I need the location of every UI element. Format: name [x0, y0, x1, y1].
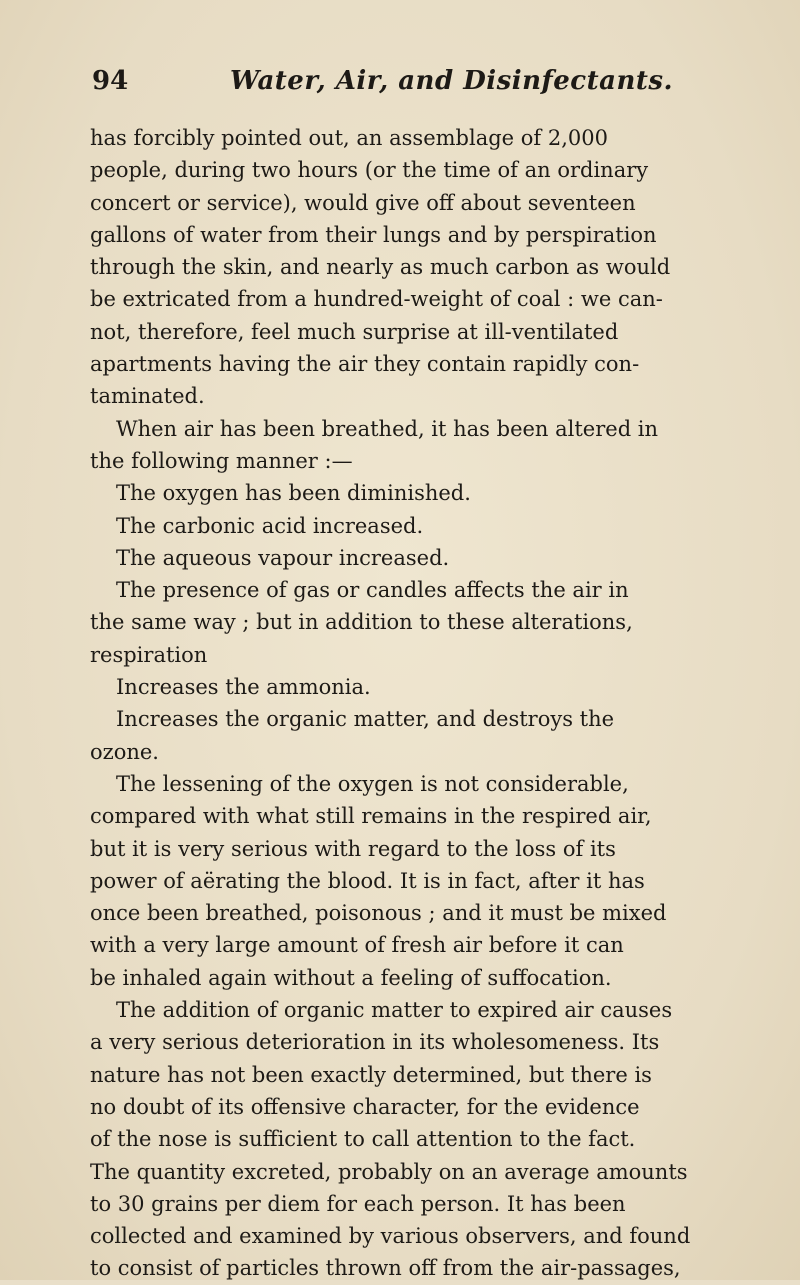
text-line: through the skin, and nearly as much carbon as would: [90, 255, 671, 280]
text-line: The addition of organic matter to expired air causes: [116, 998, 673, 1023]
text-line: compared with what still remains in the respired air,: [90, 804, 652, 829]
text-line: taminated.: [90, 384, 205, 409]
text-line: be extricated from a hundred-weight of coal : we can-: [90, 287, 663, 312]
text-line: nature has not been exactly determined, but there is: [90, 1062, 652, 1087]
page-header: [92, 58, 732, 98]
text-line: of the nose is sufficient to call attention to the fact.: [90, 1127, 636, 1152]
text-line: be inhaled again without a feeling of suffocation.: [90, 965, 612, 990]
text-line: Increases the ammonia.: [116, 675, 371, 700]
text-line: The quantity excreted, probably on an average amounts: [90, 1159, 688, 1184]
text-line: The lessening of the oxygen is not considerable,: [116, 771, 629, 796]
text-line: collected and examined by various observers, and found: [90, 1224, 691, 1249]
text-line: The carbonic acid increased.: [116, 513, 424, 538]
running-head: Water, Air, and Disinfectants.: [230, 66, 674, 96]
text-line: When air has been breathed, it has been altered in: [116, 416, 659, 441]
text-line: The aqueous vapour increased.: [116, 545, 450, 570]
text-line: the same way ; but in addition to these alterations,: [90, 610, 633, 635]
text-line: The oxygen has been diminished.: [116, 481, 471, 506]
page-number: 94: [92, 66, 129, 96]
body-text: [90, 122, 730, 1285]
text-line: apartments having the air they contain rapidly con-: [90, 352, 640, 377]
text-line: no doubt of its offensive character, for the evidence: [90, 1094, 640, 1119]
text-line: concert or service), would give off about seventeen: [90, 190, 636, 215]
text-line: ozone.: [90, 739, 159, 764]
text-line: but it is very serious with regard to the loss of its: [90, 836, 616, 861]
text-line: respiration: [90, 642, 208, 667]
text-line: gallons of water from their lungs and by perspiration: [90, 222, 657, 247]
text-line: a very serious deterioration in its wholesomeness. Its: [90, 1030, 660, 1055]
text-line: to consist of particles thrown off from the air-passages,: [90, 1256, 681, 1281]
text-line: the following manner :—: [90, 448, 353, 473]
text-line: once been breathed, poisonous ; and it must be mixed: [90, 901, 667, 926]
text-line: power of aërating the blood. It is in fact, after it has: [90, 868, 645, 893]
text-line: has forcibly pointed out, an assemblage of 2,000: [90, 126, 608, 150]
text-line: people, during two hours (or the time of an ordinary: [90, 158, 649, 183]
text-line: with a very large amount of fresh air before it can: [90, 933, 624, 958]
text-line: not, therefore, feel much surprise at ill-ventilated: [90, 319, 619, 344]
text-line: The presence of gas or candles affects the air in: [116, 578, 629, 603]
text-line: to 30 grains per diem for each person. It has been: [90, 1191, 626, 1216]
text-line: Increases the organic matter, and destroys the: [116, 707, 615, 732]
